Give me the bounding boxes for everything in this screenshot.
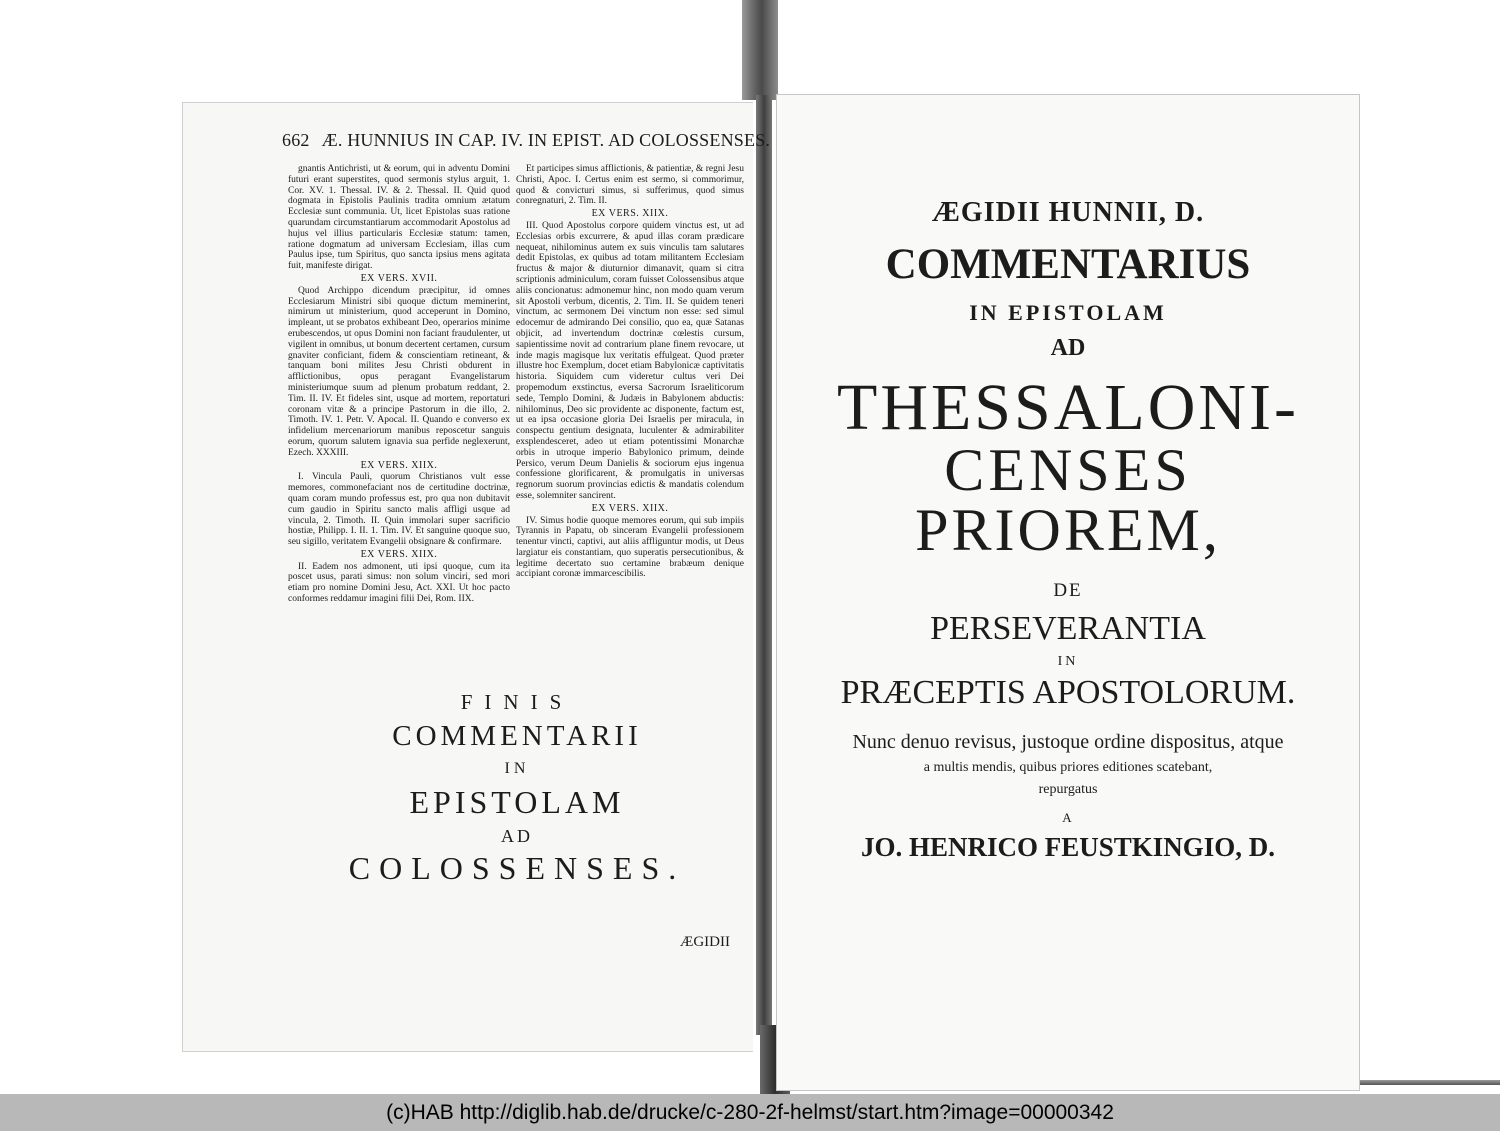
paragraph: I. Vincula Pauli, quorum Christianos vult esse memores, commonefaciant nos de certitudine doctrinæ, quam coram mundo professus est, pro qua non dubitavit cum gaudio in Spiritu sancto malis affligi usque ad vincula, 2. Timoth. II. Quin immolari super sacrificio hostiæ, Philipp. I. II. 1. Tim. IV. Et sanguine quoque suo, seu sigillo, veritatem Evangelii obsignare & confirmare. — [288, 472, 510, 548]
title-main: COMMENTARIUS — [885, 241, 1251, 288]
paragraph: gnantis Antichristi, ut & eorum, qui in adventu Domini futuri erant superstites, quod sermonis stylus arguit, 1. Cor. XV. 1. Thessal. IV. & 2. Thessal. II. Quid quod dogmata in Epistolis Paulinis tradita omnium ætatum Ecclesiæ sunt communia. Ut, licet Epistolas suas ratione quarundam circumstantiarum accommodarit Apostolus ad hujus vel illius particularis Ecclesiæ statum: tamen, ratione dogmatum ad universam Ecclesiam, illas cum Paulus ipse, tum Spiritus, quo sancta ipsius mens agitata fuit, manifeste dirigat. — [288, 164, 510, 272]
title-in: IN — [1057, 654, 1079, 669]
finis-line-5: AD — [501, 826, 533, 846]
finis-line-3: IN — [504, 760, 530, 777]
running-head — [282, 130, 770, 151]
title-ad: AD — [1050, 335, 1086, 361]
text-column-right — [516, 164, 744, 581]
catchword: ÆGIDII — [680, 934, 730, 950]
book-spine-top — [742, 0, 778, 100]
title-in-epistolam: IN EPISTOLAM — [969, 300, 1167, 325]
paragraph: Quod Archippo dicendum præcipitur, id omnes Ecclesiarum Ministri sibi quoque dictum meminerint, nimirum ut ministerium, quod acceperunt in Domino, impleant, ut se probatos exhibeant Deo, operarios minime erubescendos, ut opus Domini non faciant fraudulenter, ut vigilent in omnibus, ut bonum decertent certamen, cursum gnaviter conficiant, fidem & conscientiam retineant, & tanquam boni milites Jesu Christi obdurent in afflictionibus, opus peragant Evangelistarum ministeriumque suum ad plenum probatum reddant, 2. Tim. II. IV. Et fideles sint, usque ad mortem, reportaturi coronam vitæ & a principe Pastorum in die illo, 2. Timoth. IV. 1. Petr. V. Apocal. II. Quando e converso ex infidelium mercenariorum manibus reposcetur sanguis eorum, quorum salutem ignavia sua perfide neglexerunt, Ezech. XXXIII. — [288, 285, 510, 458]
finis-line-6: COLOSSENSES. — [348, 850, 686, 886]
paragraph: Et participes simus afflictionis, & patientiæ, & regni Jesu Christi, Apoc. I. Certus enim est sermo, si commorimur, quod & convicturi simus, si sufferimus, quod simus conregnaturi, 2. Tim. II. — [516, 164, 744, 207]
finis-line-4: EPISTOLAM — [409, 784, 625, 820]
paragraph: III. Quod Apostolus corpore quidem vinctus est, ut ad Ecclesias orbis excurrere, & apud illas coram prædicare nequeat, nihilominus autem ex suis vinculis tam salutares dedit Epistolas, ex quibus ad totam militantem Ecclesiam fructus & major & diuturnior dimanavit, quam si citra scriptionis adminiculum, coram fuisset Colossensibus atque aliis concionatus: admonemur hinc, non modo quam verum sit Apostoli verbum, dicentis, 2. Tim. II. Se quidem teneri vinctum, ac sermonem Dei vinctum non esse: sed simul edocemur de admirando Dei consilio, quo ea, quæ Satanas objicit, ad invertendum doctrinæ cœlestis cursum, sapientissime novit ad contrarium plane finem revocare, ut inde magis magisque lux veritatis effulgeat. Quod præter illustre hoc Exemplum, docet etiam Babylonicæ captivitatis historia. Siquidem cum videretur cultus veri Dei propemodum exstinctus, eversa Sacrorum Israeliticorum sede, Templo Domini, & Judæis in Babylonem abductis: nihilominus, Deo sic providente ac disponente, factum est, ut ea ipsa occasione gloria Dei Israelis per miracula, in conspectu gentium designata, luculenter & admirabiliter exsplendesceret, adeo ut etiam potentissimi Monarchæ orbis in utroque imperio Babylonico primum, deinde Persico, verum Deum Danielis & sociorum ejus ingenua confessione glorificarent, & promulgatis in universas regnorum suorum provincias edictis & mandatis colendum esse, solemniter sancirent. — [516, 220, 744, 501]
book-spine-gutter — [756, 95, 772, 1035]
paragraph: IV. Simus hodie quoque memores eorum, qui sub impiis Tyrannis in Papatu, ob sinceram Evangelii professionem tenentur vincti, captivi, aut aliis affliguntur modis, ut Deus largiatur eis constantiam, quo superatis persecutionibus, & legitime decertato suo certamine brabæum denique accipiant coronæ immarcescibilis. — [516, 515, 744, 580]
title-note-line-2: a multis mendis, quibus priores editiones scatebant, — [923, 760, 1213, 775]
running-head-text: Æ. HUNNIUS IN CAP. IV. IN EPIST. AD COLOSSENSES. — [321, 130, 771, 150]
finis-line-1: FINIS — [460, 690, 574, 714]
title-perseverantia: PERSEVERANTIA — [930, 610, 1206, 647]
title-note-line-3: repurgatus — [1038, 782, 1098, 797]
title-a: A — [1062, 810, 1074, 825]
copyright-footer: (c)HAB http://diglib.hab.de/drucke/c-280-2f-helmst/start.htm?image=00000342 — [0, 1094, 1500, 1131]
finis-line-2: COMMENTARII — [392, 720, 642, 752]
title-censes: CENSES — [944, 437, 1192, 503]
verse-heading: EX VERS. XVII. — [360, 272, 438, 284]
title-priorem: PRIOREM, — [915, 497, 1221, 563]
verse-heading: EX VERS. XIIX. — [360, 459, 438, 471]
page-number: 662 — [282, 130, 310, 150]
title-thessaloni: THESSALONI- — [837, 371, 1299, 444]
title-praeceptis: PRÆCEPTIS APOSTOLORUM. — [840, 674, 1296, 711]
verse-heading: EX VERS. XIIX. — [360, 548, 438, 560]
paragraph: II. Eadem nos admonent, uti ipsi quoque, cum ita poscet usus, parati simus: non solum vinciri, sed mori etiam pro nomine Domini Jesu, Act. XXI. Ut hoc pacto conformes reddamur imagini filii Dei, Rom. IIX. — [288, 561, 510, 605]
title-author: ÆGIDII HUNNII, D. — [931, 197, 1205, 228]
verse-heading: EX VERS. XIIX. — [591, 502, 669, 514]
verse-heading: EX VERS. XIIX. — [591, 208, 669, 220]
text-column-left — [288, 164, 510, 606]
title-editor: JO. HENRICO FEUSTKINGIO, D. — [860, 832, 1276, 862]
title-de: DE — [1053, 580, 1083, 601]
title-note-line-1: Nunc denuo revisus, justoque ordine dispositus, atque — [852, 731, 1284, 753]
